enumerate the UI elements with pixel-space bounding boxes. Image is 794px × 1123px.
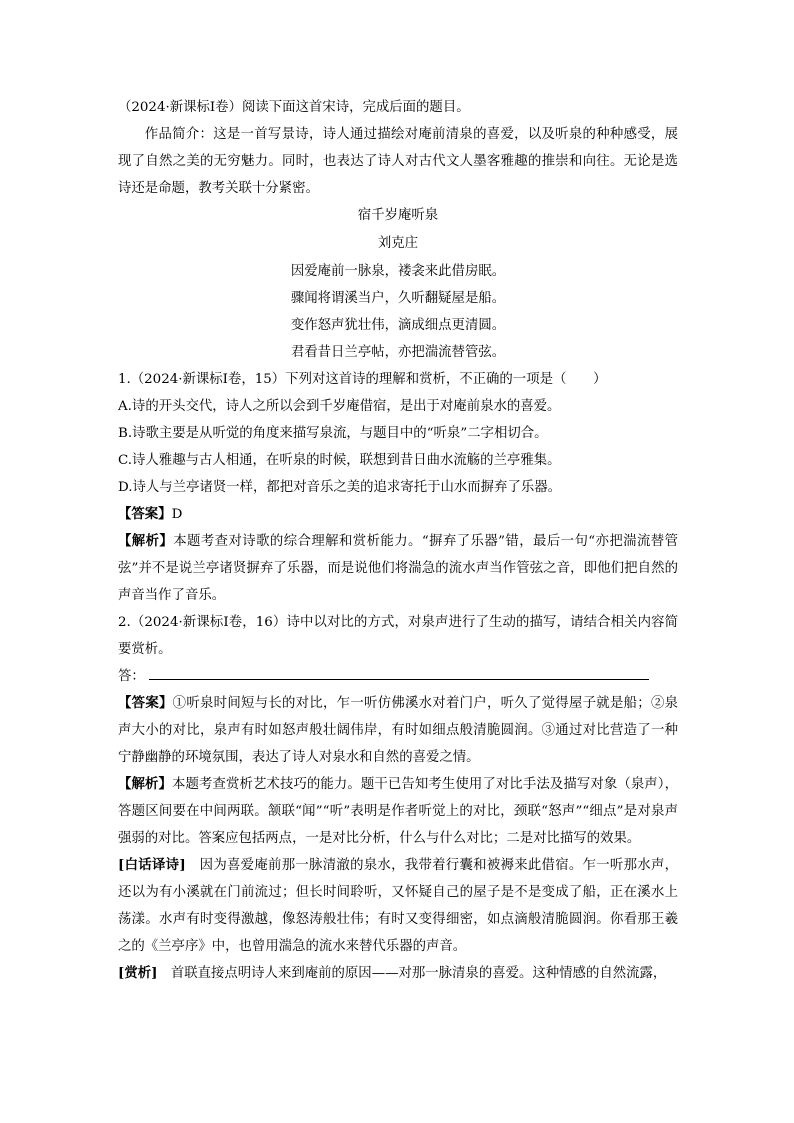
answer-label: 【答案】 xyxy=(118,695,173,711)
answer-blank-line[interactable] xyxy=(149,664,649,680)
q2-answer xyxy=(118,690,678,771)
poem-line: 君看昔日兰亭帖，亦把湍流替管弦。 xyxy=(290,345,506,360)
appreciation-text: 首联直接点明诗人来到庵前的原因——对那一脉清泉的喜爱。这种情感的自然流露， xyxy=(170,966,667,981)
intro-line: （2024·新课标Ⅰ卷）阅读下面这首宋诗，完成后面的题目。 xyxy=(118,100,470,115)
answer-text: ①听泉时间短与长的对比，乍一听仿佛溪水对着门户，听久了觉得屋子就是船；②泉声大小的对比，泉声有时如怒声般壮阔伟岸，有时如细点般清脆圆润。③通过对比营造了一种宁静幽静的环境氛围，表达了诗人对泉水和自然的喜爱之情。 xyxy=(118,696,679,765)
answer-value: D xyxy=(171,507,183,522)
q1-option-c: C.诗人雅趣与古人相通，在听泉的时候，联想到昔日曲水流觞的兰亭雅集。 xyxy=(118,453,561,468)
poem-line: 骤闻将谓溪当户，久听翻疑屋是船。 xyxy=(290,291,506,306)
answer-label: 【答案】 xyxy=(118,506,172,522)
poem-author: 刘克庄 xyxy=(377,236,419,251)
q1-analysis xyxy=(118,528,678,609)
analysis-text: 本题考查赏析艺术技巧的能力。题干已告知考生使用了对比手法及描写对象（泉声），答题区间要在中间两联。颔联“闻”“听”表明是作者听觉上的对比，颈联“怒声”“细点”是对泉声强弱的对比。答案应包括两点，一是对比分析，什么与什么对比；二是对比描写的效果。 xyxy=(118,777,678,846)
poem-line: 因爱庵前一脉泉，褛衾来此借房眠。 xyxy=(290,264,506,279)
answer-prompt: 答： xyxy=(118,669,145,684)
q1-answer xyxy=(118,501,678,528)
analysis-label: 【解析】 xyxy=(118,533,174,549)
translation-label: [白话译诗] xyxy=(118,857,186,873)
poem-line: 变作怒声犹壮伟，滴成细点更清圆。 xyxy=(290,318,506,333)
poem-title: 宿千岁庵听泉 xyxy=(357,208,439,223)
analysis-text: 本题考查对诗歌的综合理解和赏析能力。“摒弃了乐器”错，最后一句“亦把湍流替管弦”并不是说兰亭诸贤摒弃了乐器，而是说他们将湍急的流水声当作管弦之音，即他们把自然的声音当作了音乐。 xyxy=(118,534,678,603)
q1-option-b: B.诗歌主要是从听觉的角度来描写泉流，与题目中的“听泉”二字相切合。 xyxy=(118,426,548,441)
document-page xyxy=(118,94,678,987)
analysis-label: 【解析】 xyxy=(118,776,172,792)
appreciation-paragraph xyxy=(118,960,678,987)
appreciation-label: [赏析] xyxy=(118,965,158,981)
q1-stem: 1.（2024·新课标Ⅰ卷，15）下列对这首诗的理解和赏析，不正确的一项是（ ） xyxy=(118,372,607,387)
q2-stem: 2.（2024·新课标Ⅰ卷，16）诗中以对比的方式，对泉声进行了生动的描写，请结合相关内容简要赏析。 xyxy=(118,615,678,657)
q1-option-d: D.诗人与兰亭诸贤一样，都把对音乐之美的追求寄托于山水而摒弃了乐器。 xyxy=(118,480,562,495)
work-intro: 作品简介：这是一首写景诗，诗人通过描绘对庵前清泉的喜爱，以及听泉的种种感受，展现了自然之美的无穷魅力。同时，也表达了诗人对古代文人墨客雅趣的推崇和向往。无论是选诗还是命题，教考关联十分紧密。 xyxy=(118,127,678,196)
q2-analysis xyxy=(118,771,678,852)
q1-option-a: A.诗的开头交代，诗人之所以会到千岁庵借宿，是出于对庵前泉水的喜爱。 xyxy=(118,399,561,414)
translation-paragraph xyxy=(118,852,678,960)
translation-text: 因为喜爱庵前那一脉清澈的泉水，我带着行囊和被褥来此借宿。乍一听那水声，还以为有小溪就在门前流过；但长时间聆听，又怀疑自己的屋子是不是变成了船，正在溪水上荡漾。水声有时变得激越，像怒涛般壮伟；有时又变得细密，如点滴般清脆圆润。你看那王羲之的《兰亭序》中，也曾用湍急的流水来替代乐器的声音。 xyxy=(118,858,679,954)
q2-answer-area xyxy=(118,663,678,690)
